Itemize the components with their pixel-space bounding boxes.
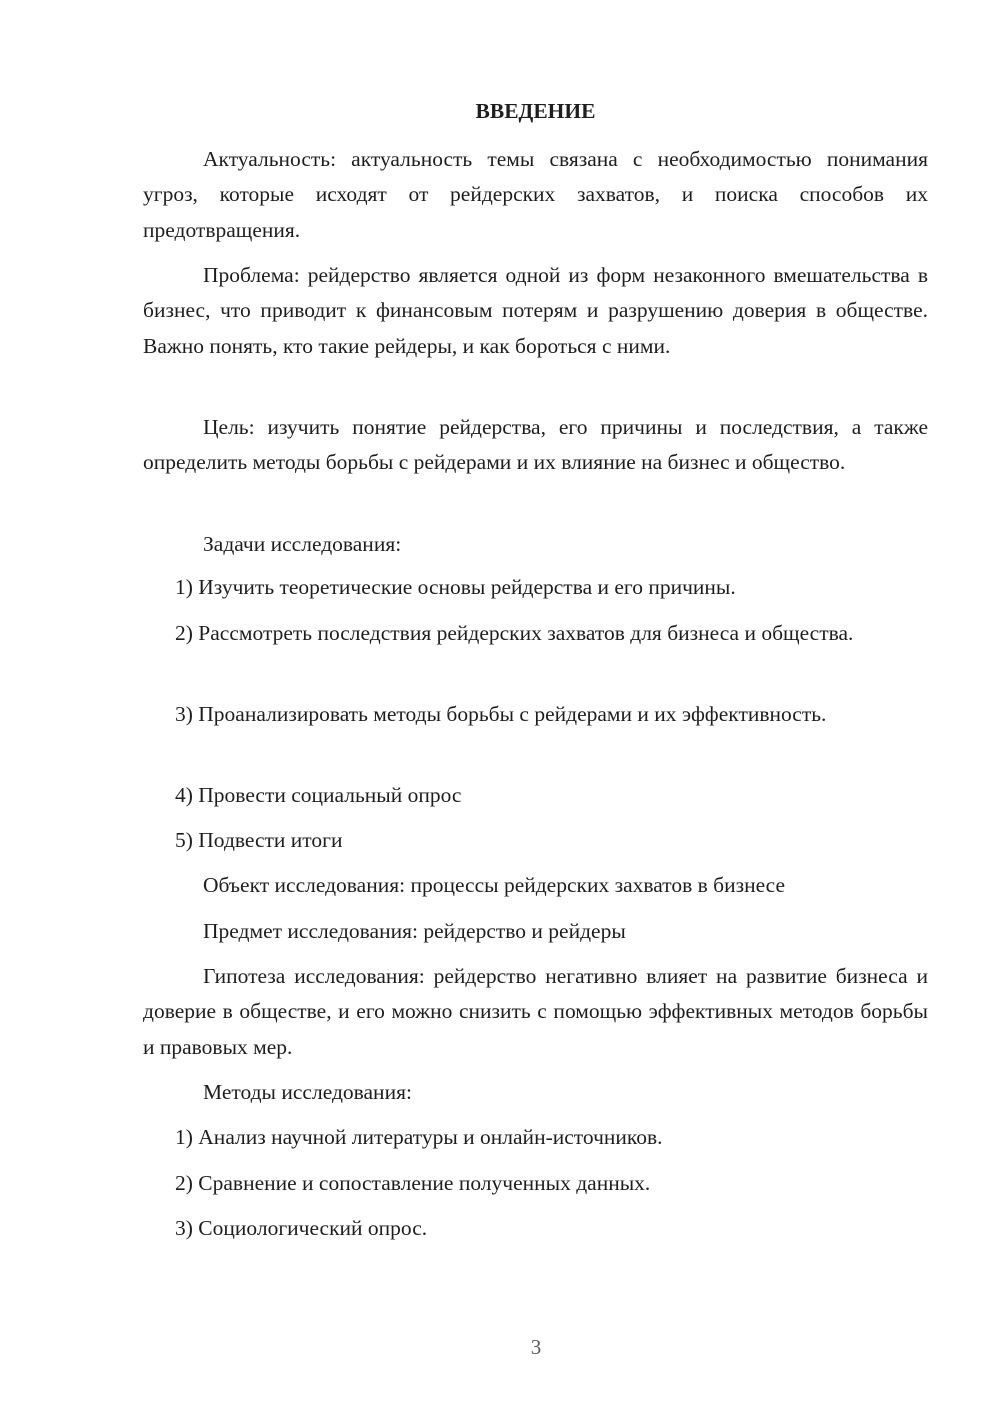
task-item-1: 1) Изучить теоретические основы рейдерства и его причины. <box>175 575 736 599</box>
method-item-3: 3) Социологический опрос. <box>175 1216 428 1240</box>
page-number: 3 <box>530 1335 542 1359</box>
methods-heading: Методы исследования: <box>203 1080 412 1104</box>
task-item-5: 5) Подвести итоги <box>175 828 343 852</box>
paragraph-subject: Предмет исследования: рейдерство и рейдеры <box>203 919 626 943</box>
paragraph-relevance: Актуальность: актуальность темы связана с необходимостью понимания угроз, которые исходят от рейдерских захватов, и поиска способов их предотвращения. <box>143 147 928 242</box>
method-item-2: 2) Сравнение и сопоставление полученных данных. <box>175 1171 651 1195</box>
page-title: ВВЕДЕНИЕ <box>475 99 596 123</box>
task-item-3: 3) Проанализировать методы борьбы с рейдерами и их эффективность. <box>175 702 827 726</box>
paragraph-object: Объект исследования: процессы рейдерских захватов в бизнесе <box>203 873 786 897</box>
tasks-heading: Задачи исследования: <box>203 532 402 556</box>
paragraph-goal: Цель: изучить понятие рейдерства, его причины и последствия, а также определить методы борьбы с рейдерами и их влияние на бизнес и общество. <box>143 415 928 475</box>
task-item-4: 4) Провести социальный опрос <box>175 783 462 807</box>
method-item-1: 1) Анализ научной литературы и онлайн-источников. <box>175 1125 663 1149</box>
paragraph-hypothesis: Гипотеза исследования: рейдерство негативно влияет на развитие бизнеса и доверие в обществе, и его можно снизить с помощью эффективных методов борьбы и правовых мер. <box>143 964 928 1059</box>
task-item-2: 2) Рассмотреть последствия рейдерских захватов для бизнеса и общества. <box>175 621 854 645</box>
paragraph-problem: Проблема: рейдерство является одной из форм незаконного вмешательства в бизнес, что приводит к финансовым потерям и разрушению доверия в обществе. Важно понять, кто такие рейдеры, и как бороться с ними. <box>143 263 928 358</box>
